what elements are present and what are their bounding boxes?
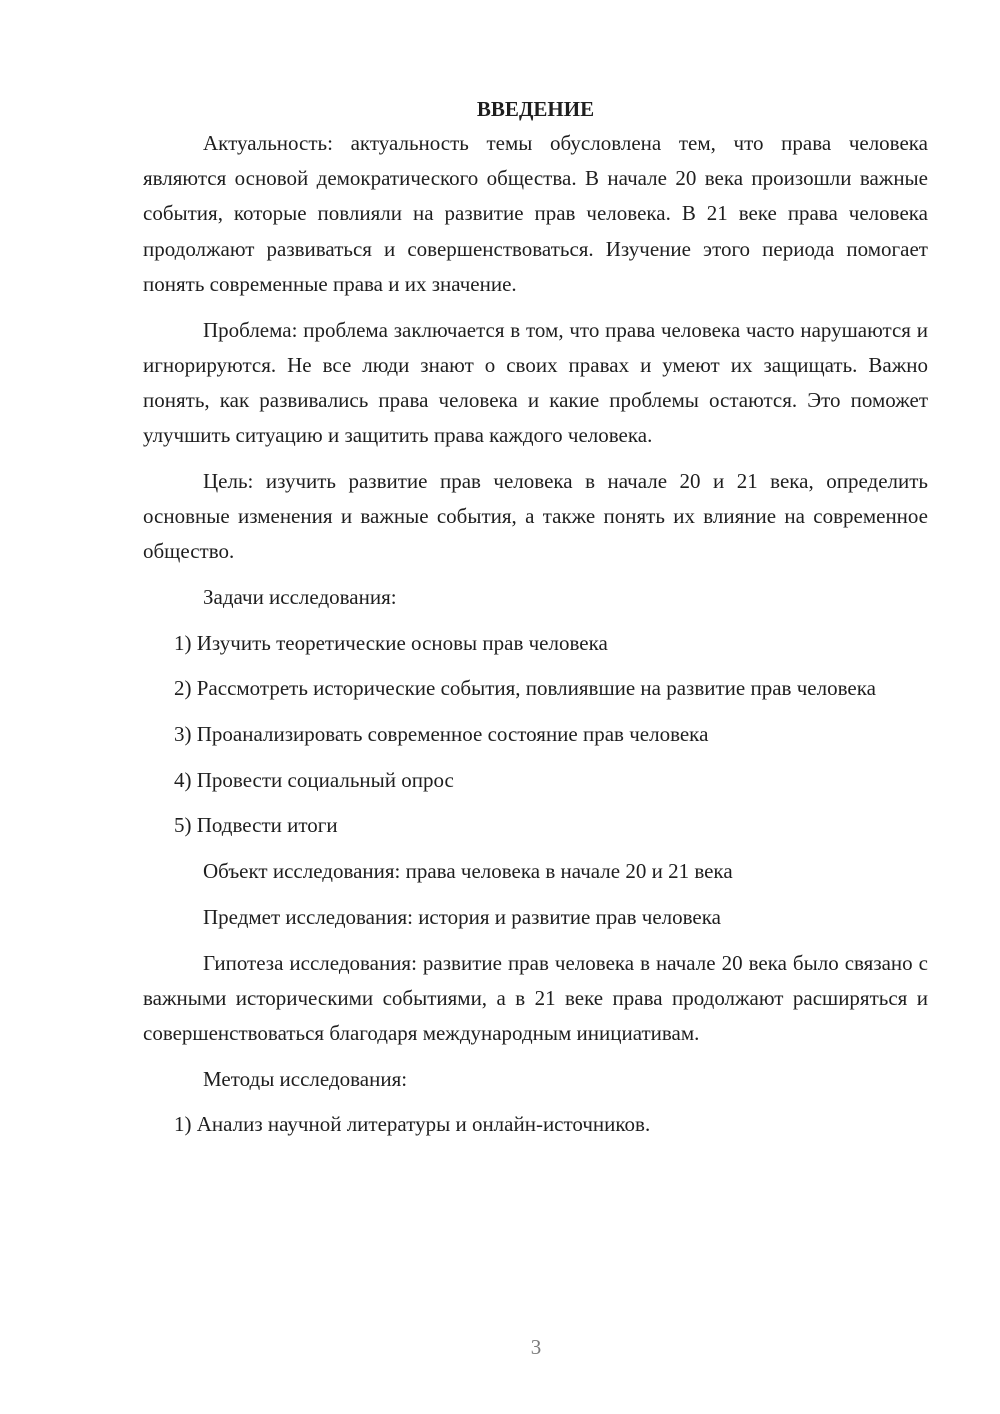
relevance-paragraph: Актуальность: актуальность темы обусловлена тем, что права человека являются основой демократического общества. В начале 20 века произошли важные события, которые повлияли на развитие прав человека. В 21 веке права человека продолжают развиваться и совершенствоваться. Изучение этого периода помогает понять современные права и их значение. xyxy=(143,131,928,296)
task-item-2: 2) Рассмотреть исторические события, повлиявшие на развитие прав человека xyxy=(174,676,876,701)
task-item-5: 5) Подвести итоги xyxy=(174,813,338,838)
methods-title: Методы исследования: xyxy=(203,1066,408,1091)
goal-paragraph: Цель: изучить развитие прав человека в начале 20 и 21 века, определить основные изменения и важные события, а также понять их влияние на современное общество. xyxy=(143,468,928,564)
method-item-1: 1) Анализ научной литературы и онлайн-источников. xyxy=(174,1112,651,1137)
hypothesis-paragraph: Гипотеза исследования: развитие прав человека в начале 20 века было связано с важными историческими событиями, а в 21 веке права продолжают расширяться и совершенствоваться благодаря международным инициативам. xyxy=(143,950,928,1045)
task-item-4: 4) Провести социальный опрос xyxy=(174,767,454,792)
task-item-3: 3) Проанализировать современное состояние прав человека xyxy=(174,722,709,747)
page-content xyxy=(143,94,928,1153)
section-heading: ВВЕДЕНИЕ xyxy=(476,97,595,121)
problem-paragraph: Проблема: проблема заключается в том, что права человека часто нарушаются и игнорируются. Не все люди знают о своих правах и умеют их защищать. Важно понять, как развивались права человека и какие проблемы остаются. Это поможет улучшить ситуацию и защитить права каждого человека. xyxy=(143,317,928,448)
tasks-title: Задачи исследования: xyxy=(203,584,397,609)
subject-paragraph: Предмет исследования: история и развитие прав человека xyxy=(203,904,721,929)
object-paragraph: Объект исследования: права человека в начале 20 и 21 века xyxy=(203,859,733,884)
task-item-1: 1) Изучить теоретические основы прав человека xyxy=(174,630,608,655)
page-number: 3 xyxy=(530,1335,542,1359)
